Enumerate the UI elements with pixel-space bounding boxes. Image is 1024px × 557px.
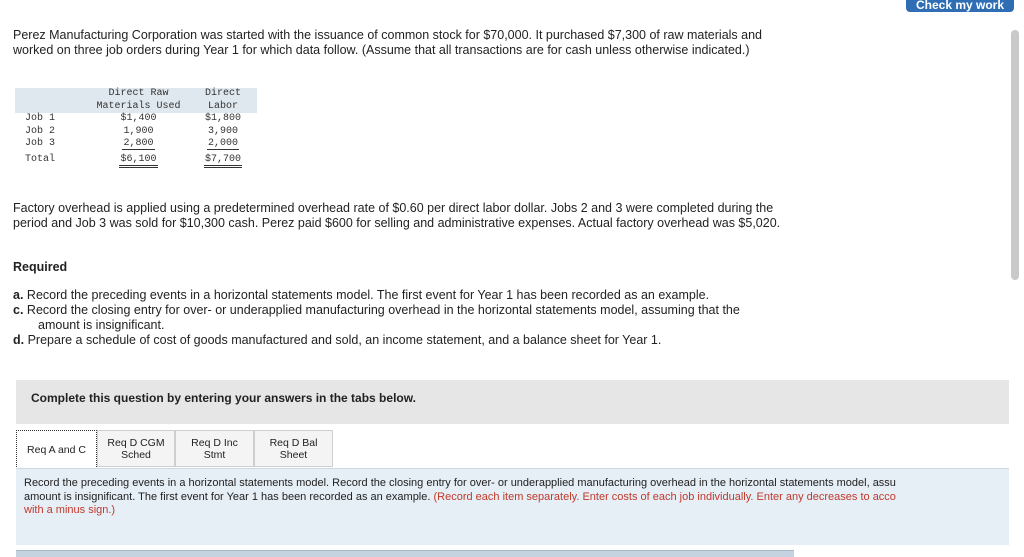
materials-cell: 1,900 bbox=[123, 125, 154, 137]
complete-banner-text: Complete this question by entering your answers in the tabs below. bbox=[31, 391, 416, 405]
item-text: Record the preceding events in a horizontal statements model. The first event for Year 1 has been recorded as an example. bbox=[26, 288, 710, 302]
required-list bbox=[13, 288, 803, 348]
instructions-line1: Record the preceding events in a horizontal statements model. Record the closing entry for over- or underapplied manufacturing overhead in the horizontal statements model, assu bbox=[24, 477, 896, 489]
tab-req-d-bal-sheet[interactable] bbox=[254, 430, 333, 467]
tab-label-line1: Req D CGM bbox=[107, 436, 165, 449]
item-text: Prepare a schedule of cost of goods manufactured and sold, an income statement, and a balance sheet for Year 1. bbox=[27, 333, 662, 347]
overhead-paragraph: Factory overhead is applied using a predetermined overhead rate of $0.60 per direct labor dollar. Jobs 2 and 3 were completed during the period and Job 3 was sold for $10,300 cash. Perez paid $600 for selling and administrative expenses. Actual factory overhead was $5,020. bbox=[13, 201, 781, 230]
tab-req-d-inc-stmt[interactable] bbox=[175, 430, 254, 467]
tab-label bbox=[107, 437, 164, 461]
total-labor: $7,700 bbox=[204, 154, 242, 168]
instructions-line3: with a minus sign.) bbox=[24, 504, 116, 516]
table-row bbox=[15, 138, 257, 151]
header-labor-line2: Labor bbox=[207, 100, 238, 112]
required-item-a bbox=[13, 288, 803, 303]
required-item-d bbox=[13, 333, 803, 348]
page-scrollbar[interactable] bbox=[1011, 30, 1019, 280]
materials-cell bbox=[88, 138, 189, 151]
table-total-row bbox=[15, 151, 257, 167]
materials-value: 2,800 bbox=[123, 138, 154, 149]
tab-label bbox=[191, 437, 238, 461]
item-letter: d. bbox=[13, 333, 25, 347]
tab-label bbox=[270, 437, 318, 461]
tab-label-line2: Stmt bbox=[203, 448, 226, 461]
tab-label-line2: Sched bbox=[121, 448, 151, 461]
total-labor-cell bbox=[189, 151, 257, 167]
complete-banner bbox=[16, 380, 1009, 424]
required-item-c bbox=[13, 303, 803, 318]
tab-req-a-and-c[interactable] bbox=[16, 430, 97, 469]
header-materials bbox=[88, 88, 189, 113]
item-letter: c. bbox=[13, 303, 24, 317]
labor-cell bbox=[189, 138, 257, 151]
row-label: Job 3 bbox=[25, 138, 56, 149]
header-labor-line1: Direct bbox=[204, 88, 241, 99]
instructions-line2-red: (Record each item separately. Enter costs of each job individually. Enter any decreases to acco bbox=[433, 490, 896, 503]
row-label: Job 1 bbox=[25, 113, 56, 124]
labor-cell: $1,800 bbox=[204, 113, 241, 124]
instructions-line2-plain: amount is insignificant. The first event for Year 1 has been recorded as an example. bbox=[24, 490, 434, 503]
required-item-c-continuation: amount is insignificant. bbox=[38, 318, 165, 332]
total-materials: $6,100 bbox=[119, 154, 157, 168]
header-labor bbox=[189, 88, 257, 113]
instructions-text bbox=[24, 477, 1009, 518]
labor-cell: 3,900 bbox=[207, 125, 238, 137]
intro-paragraph: Perez Manufacturing Corporation was started with the issuance of common stock for $70,000. It purchased $7,300 of raw materials and worked on three job orders during Year 1 for which data follow. (Assume that all transactions are for cash unless otherwise indicated.) bbox=[13, 28, 763, 57]
tab-label-line1: Req D Inc bbox=[191, 436, 238, 449]
total-label: Total bbox=[25, 154, 56, 165]
header-materials-line1: Direct Raw bbox=[108, 88, 169, 99]
tab-label-line2: Sheet bbox=[279, 448, 308, 461]
instructions-line2 bbox=[24, 491, 1009, 505]
required-heading: Required bbox=[13, 260, 68, 274]
item-letter: a. bbox=[13, 288, 24, 302]
table-row bbox=[15, 113, 257, 126]
total-materials-cell bbox=[88, 151, 189, 167]
job-data-table bbox=[15, 88, 257, 167]
item-text: Record the closing entry for over- or underapplied manufacturing overhead in the horizontal statements model, assuming that the bbox=[26, 303, 740, 317]
tab-label-line1: Req D Bal bbox=[269, 436, 318, 449]
table-row bbox=[15, 126, 257, 139]
tab-label: Req A and C bbox=[27, 444, 86, 456]
instructions-panel bbox=[16, 468, 1009, 545]
materials-cell: $1,400 bbox=[120, 113, 157, 124]
check-my-work-button[interactable]: Check my work bbox=[906, 0, 1014, 12]
tab-req-d-cgm-sched[interactable] bbox=[97, 430, 175, 467]
row-label: Job 2 bbox=[25, 125, 56, 137]
table-header-blank bbox=[15, 88, 88, 113]
labor-value: 2,000 bbox=[207, 138, 238, 149]
header-materials-line2: Materials Used bbox=[96, 100, 181, 112]
